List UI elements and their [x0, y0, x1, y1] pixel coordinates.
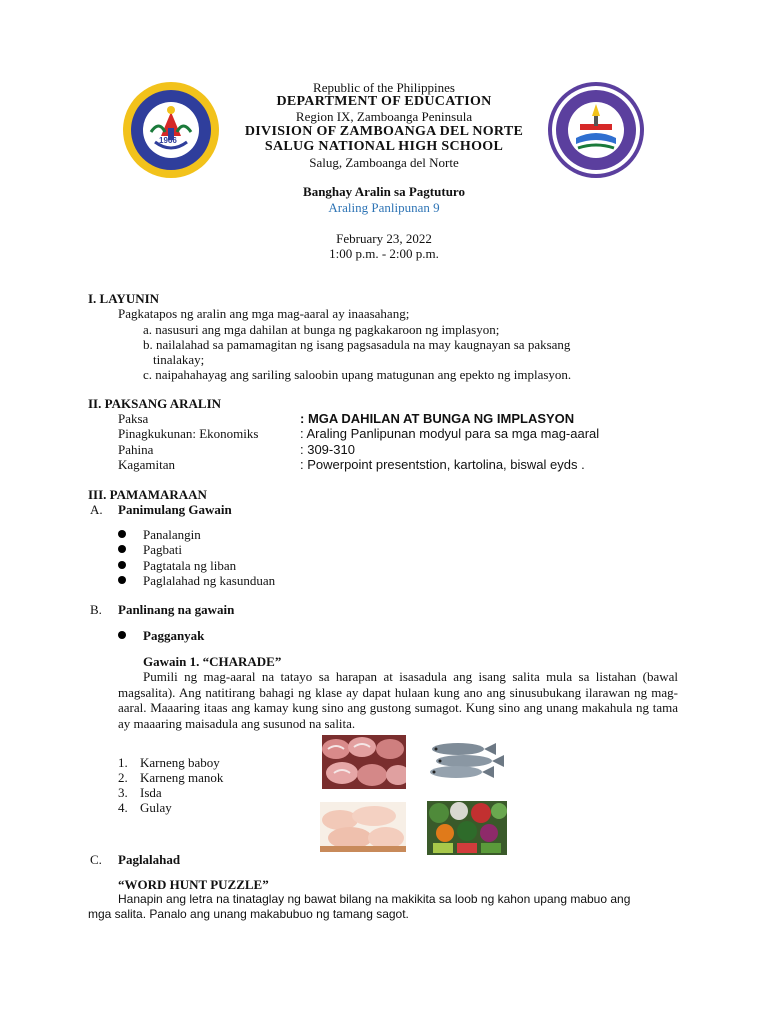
list-item: Pagbati — [143, 542, 182, 557]
seal-year: 1966 — [159, 136, 177, 145]
lesson-date: February 23, 2022 — [336, 231, 432, 246]
list-item: Paglalahad ng kasunduan — [143, 573, 276, 588]
header-division: DIVISION OF ZAMBOANGA DEL NORTE — [244, 124, 524, 139]
bullet-dot — [118, 631, 126, 639]
puzzle-title: “WORD HUNT PUZZLE” — [118, 877, 269, 892]
header-republic: Republic of the Philippines — [313, 80, 455, 95]
paksa-label: Paksa — [118, 411, 149, 426]
lesson-time: 1:00 p.m. - 2:00 p.m. — [329, 246, 439, 261]
header-school: SALUG NATIONAL HIGH SCHOOL — [264, 139, 504, 154]
pahina-label: Pahina — [118, 442, 154, 457]
list-item: Karneng baboy — [140, 755, 220, 770]
paksa-value: : MGA DAHILAN AT BUNGA NG IMPLASYON — [300, 411, 575, 426]
header-region: Region IX, Zamboanga Peninsula — [295, 109, 473, 124]
layunin-item-b: b. nailalahad sa pamamagitan ng isang pagsasadula na may kaugnayan sa paksang — [143, 337, 571, 352]
bullet-dot — [118, 561, 126, 569]
list-item: Isda — [140, 785, 162, 800]
section-b-title: Panlinang na gawain — [118, 602, 235, 617]
list-item: Karneng manok — [140, 770, 224, 785]
pagganyak-label: Pagganyak — [143, 628, 205, 643]
section-c-letter: C. — [90, 852, 102, 867]
section-c-title: Paglalahad — [118, 852, 181, 867]
layunin-intro: Pagkatapos ng aralin ang mga mag-aaral ay inaasahang; — [118, 306, 410, 321]
list-number: 4. — [118, 800, 128, 815]
gawain-title: Gawain 1. “CHARADE” — [143, 654, 282, 669]
puzzle-instructions-line1: Hanapin ang letra na tinataglay ng bawat bilang na makikita sa loob ng kahon upang mabuo ang — [118, 892, 631, 906]
document-title: Banghay Aralin sa Pagtuturo — [303, 184, 465, 199]
layunin-item-c: c. naipahahayag ang sariling saloobin upang matugunan ang epekto ng implasyon. — [143, 367, 572, 382]
layunin-item-b-cont: tinalakay; — [153, 352, 205, 367]
paksa-heading: II. PAKSANG ARALIN — [88, 396, 222, 411]
pinagkukunan-value: : Araling Panlipunan modyul para sa mga mag-aaral — [300, 426, 600, 441]
kagamitan-value: : Powerpoint presentstion, kartolina, biswal eyds . — [300, 457, 585, 472]
list-number: 1. — [118, 755, 128, 770]
header-address: Salug, Zamboanga del Norte — [309, 155, 459, 170]
puzzle-instructions-line2: mga salita. Panalo ang unang makabubuo ng tamang sagot. — [88, 907, 409, 921]
pahina-value: : 309-310 — [300, 442, 355, 457]
gawain-instructions: Pumili ng mag-aaral na tatayo sa harapan at isasadula ang isang salita mula sa listahan (bawal magsalita). Ang natitirang bahagi ng klase ay dapat hulaan kung ano ang sinusubukang ilarawan ng mag-aaral. Maaaring itaas ang kamay kung sino ang gustong sumagot. Kung sino ang unang makahula ng tama ay maaaring maisadula ang susunod na salita. — [118, 669, 678, 731]
bullet-dot — [118, 530, 126, 538]
list-number: 3. — [118, 785, 128, 800]
section-b-letter: B. — [90, 602, 102, 617]
pinagkukunan-label: Pinagkukunan: Ekonomiks — [118, 426, 259, 441]
section-a-letter: A. — [90, 502, 103, 517]
chicken-photo — [320, 802, 406, 852]
layunin-heading: I. LAYUNIN — [88, 291, 160, 306]
pamamaraan-heading: III. PAMAMARAAN — [88, 487, 207, 502]
pork-photo — [322, 735, 406, 789]
kagamitan-label: Kagamitan — [118, 457, 176, 472]
list-item: Gulay — [140, 800, 172, 815]
header-department: DEPARTMENT OF EDUCATION — [276, 94, 492, 109]
bullet-dot — [118, 576, 126, 584]
vegetables-photo — [427, 801, 507, 855]
bullet-dot — [118, 545, 126, 553]
list-item: Panalangin — [143, 527, 201, 542]
list-number: 2. — [118, 770, 128, 785]
fish-photo — [422, 735, 508, 783]
list-item: Pagtatala ng liban — [143, 558, 237, 573]
subject-title: Araling Panlipunan 9 — [328, 200, 440, 215]
layunin-item-a: a. nasusuri ang mga dahilan at bunga ng pagkakaroon ng implasyon; — [143, 322, 500, 337]
section-a-title: Panimulang Gawain — [118, 502, 232, 517]
